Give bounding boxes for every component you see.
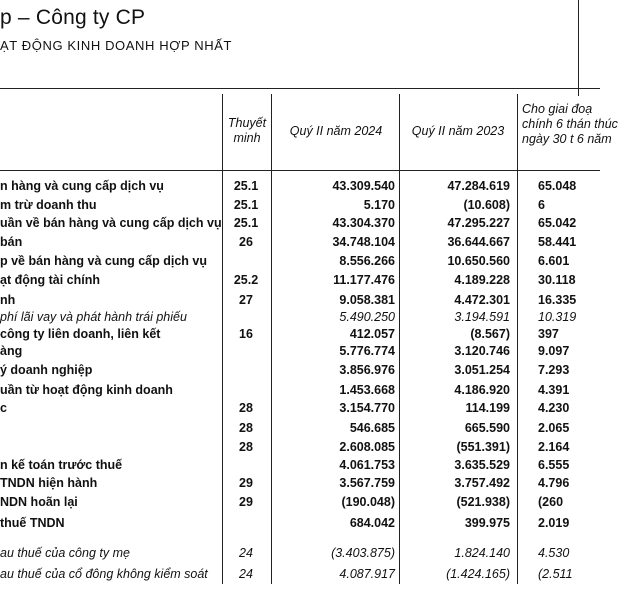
column-header-six-months [522,102,622,147]
table-row [0,495,600,514]
table-row [0,476,600,495]
page-edge-line [578,0,579,96]
row-note: 24 [239,546,253,560]
column-header-q2-2024 [276,124,396,139]
row-value-q2-2023: 10.650.560 [447,254,510,268]
row-value-six-months: 6.601 [538,254,570,268]
row-value-six-months: 2.019 [538,516,570,530]
column-header-q2-2023 [402,124,514,139]
table-row [0,421,600,440]
row-value-six-months: 10.319 [538,310,577,324]
row-value-q2-2023: 36.644.667 [447,235,510,249]
row-value-q2-2023: (521.938) [456,495,510,509]
column-header-six-months-text: Cho giai đoạ chính 6 thán thúc ngày 30 t 6 năm [522,102,618,146]
row-value-six-months: 397 [538,327,559,341]
row-value-six-months: (260 [538,495,564,509]
row-value-q2-2023: 114.199 [465,401,510,415]
row-note: 28 [239,440,253,454]
row-value-six-months: 9.097 [538,344,570,358]
row-value-six-months: 2.065 [538,421,570,435]
row-value-q2-2023: (551.391) [456,440,510,454]
row-value-q2-2024: 34.748.104 [332,235,395,249]
row-value-q2-2024: 2.608.085 [339,440,395,454]
row-note: 27 [239,293,253,307]
row-note: 25.1 [233,216,259,230]
row-label: NDN hoãn lại [0,495,78,509]
row-value-q2-2024: 43.304.370 [332,216,395,230]
table-row [0,383,600,402]
row-value-q2-2023: 3.757.492 [454,476,510,490]
row-note: 16 [239,327,253,341]
row-value-six-months: 6.555 [538,458,570,472]
row-value-q2-2023: 3.120.746 [454,344,510,358]
row-value-six-months: 65.048 [538,179,577,193]
row-value-six-months: 58.441 [538,235,577,249]
row-value-q2-2024: (190.048) [341,495,395,509]
table-row [0,198,600,217]
column-header-note-text: Thuyết minh [227,116,267,145]
row-value-q2-2023: 399.975 [464,516,510,530]
table-row [0,567,600,586]
row-value-q2-2023: (10.608) [463,198,510,212]
row-value-q2-2023: (1.424.165) [446,567,510,581]
table-top-rule [0,88,600,89]
row-value-q2-2023: 4.186.920 [454,383,510,397]
row-note: 29 [239,495,253,509]
row-note: 26 [239,235,253,249]
row-value-q2-2024: 412.057 [349,327,395,341]
row-note: 29 [239,476,253,490]
row-value-six-months: (2.511 [538,567,573,581]
row-value-six-months: 7.293 [538,363,570,377]
table-row [0,273,600,292]
row-value-q2-2023: 3.635.529 [454,458,510,472]
row-value-q2-2023: (8.567) [470,327,510,341]
row-value-q2-2023: 665.590 [464,421,510,435]
row-note: 24 [239,567,253,581]
row-value-q2-2024: 11.177.476 [333,273,395,287]
row-value-six-months: 4.391 [538,383,570,397]
row-value-q2-2023: 1.824.140 [454,546,510,560]
row-label: thuế TNDN [0,516,65,530]
row-value-q2-2023: 3.194.591 [454,310,510,324]
table-row [0,546,600,565]
row-value-q2-2024: 5.490.250 [339,310,395,324]
row-value-six-months: 30.118 [538,273,576,287]
row-label: ý doanh nghiệp [0,363,93,377]
row-value-q2-2024: 3.154.770 [339,401,395,415]
row-value-q2-2023: 47.295.227 [447,216,510,230]
row-value-six-months: 4.530 [538,546,570,560]
row-note: 25.1 [233,198,259,212]
row-label: au thuế của công ty mẹ [0,546,130,560]
row-value-q2-2024: 1.453.668 [339,383,395,397]
column-header-q2-2023-text: Quý II năm 2023 [411,124,505,138]
table-row [0,440,600,459]
row-value-q2-2024: 43.309.540 [332,179,395,193]
row-note: 28 [239,401,253,415]
row-value-six-months: 2.164 [538,440,570,454]
row-label: TNDN hiện hành [0,476,98,490]
column-header-q2-2024-text: Quý II năm 2024 [289,124,383,138]
row-value-q2-2024: 4.087.917 [339,567,395,581]
row-label: uần về bán hàng và cung cấp dịch vụ [0,216,222,230]
column-header-note [224,116,270,146]
document-title: p – Công ty CP [0,6,146,29]
row-label: phí lãi vay và phát hành trái phiếu [0,310,187,324]
row-note: 25.2 [233,273,259,287]
row-value-six-months: 6 [538,198,545,212]
row-value-q2-2023: 47.284.619 [447,179,510,193]
row-value-q2-2024: 3.567.759 [339,476,395,490]
row-value-q2-2023: 4.472.301 [454,293,510,307]
table-row [0,216,600,235]
row-label: àng [0,344,23,358]
document-subtitle: ẠT ĐỘNG KINH DOANH HỢP NHẤT [0,38,233,53]
row-value-six-months: 65.042 [538,216,577,230]
table-row [0,179,600,198]
header-bottom-rule [0,170,600,171]
table-row [0,401,600,420]
row-value-q2-2024: 684.042 [349,516,395,530]
table-row [0,344,600,363]
row-value-six-months: 4.230 [538,401,570,415]
row-label: nh [0,293,16,307]
row-value-q2-2023: 4.189.228 [454,273,510,287]
row-value-q2-2024: 3.856.976 [339,363,395,377]
row-label: uần từ hoạt động kinh doanh [0,383,173,397]
row-value-q2-2024: 9.058.381 [339,293,395,307]
row-value-six-months: 4.796 [538,476,570,490]
table-row [0,363,600,382]
row-label: n hàng và cung cấp dịch vụ [0,179,164,193]
table-row [0,254,600,273]
row-label: c [0,401,7,415]
table-row [0,516,600,535]
row-value-q2-2024: 546.685 [349,421,395,435]
row-label: p về bán hàng và cung cấp dịch vụ [0,254,207,268]
row-label: m trừ doanh thu [0,198,97,212]
row-value-six-months: 16.335 [538,293,577,307]
row-label: công ty liên doanh, liên kết [0,327,161,341]
row-label: au thuế của cổ đông không kiểm soát [0,567,208,581]
row-value-q2-2023: 3.051.254 [454,363,510,377]
row-value-q2-2024: 8.556.266 [339,254,395,268]
row-value-q2-2024: 4.061.753 [339,458,395,472]
row-label: n kế toán trước thuế [0,458,123,472]
row-value-q2-2024: (3.403.875) [331,546,395,560]
table-row [0,458,600,477]
row-note: 28 [239,421,253,435]
row-label: ạt động tài chính [0,273,100,287]
table-row [0,235,600,254]
row-value-q2-2024: 5.776.774 [339,344,395,358]
row-note: 25.1 [233,179,259,193]
row-label: bán [0,235,23,249]
row-value-q2-2024: 5.170 [363,198,395,212]
